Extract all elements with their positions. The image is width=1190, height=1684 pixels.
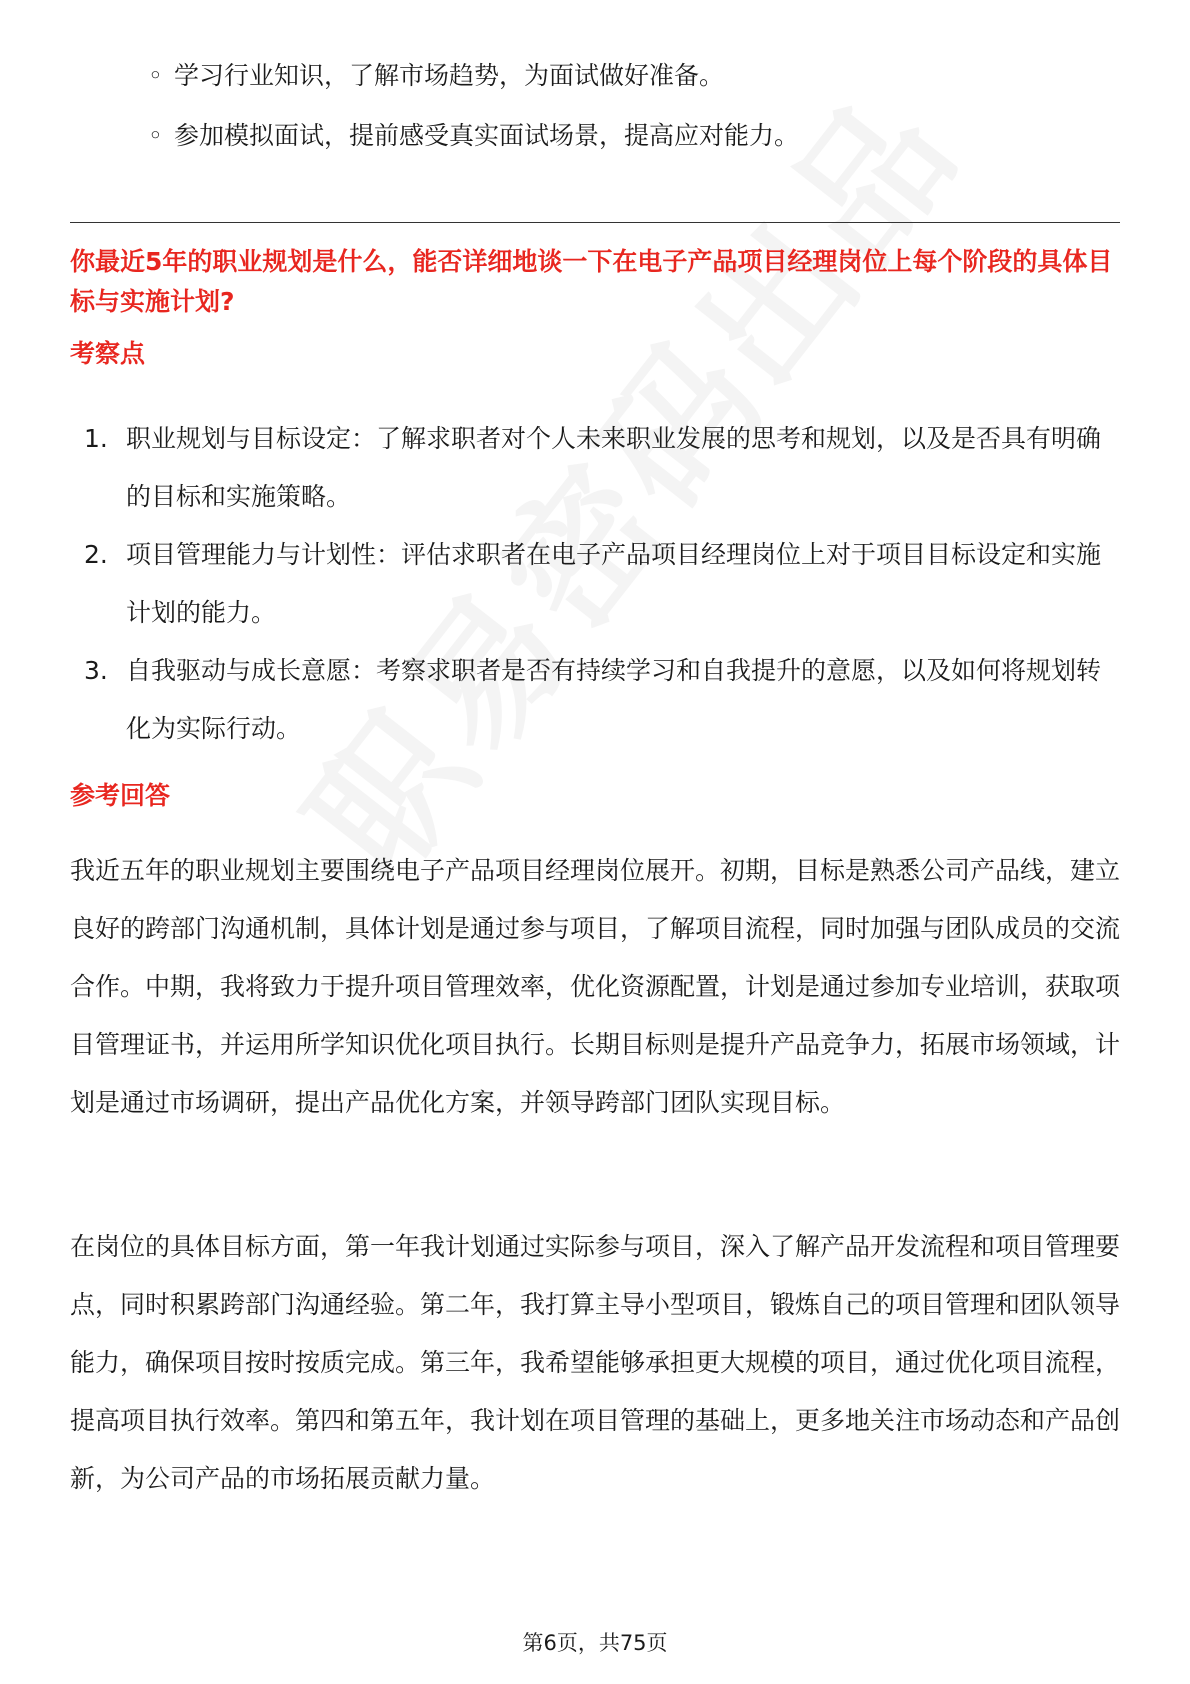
point-number: 1. (84, 424, 108, 453)
point-text: 自我驱动与成长意愿：考察求职者是否有持续学习和自我提升的意愿，以及如何将规划转化为实际行动。 (126, 656, 1102, 743)
list-item (84, 642, 1120, 758)
point-text: 职业规划与目标设定：了解求职者对个人未来职业发展的思考和规划，以及是否具有明确的目标和实施策略。 (126, 424, 1102, 511)
bullet-text: 学习行业知识，了解市场趋势，为面试做好准备。 (174, 61, 725, 90)
bullet-marker: ◦ (148, 61, 163, 90)
answer-paragraph: 在岗位的具体目标方面，第一年我计划通过实际参与项目，深入了解产品开发流程和项目管理要点，同时积累跨部门沟通经验。第二年，我打算主导小型项目，锻炼自己的项目管理和团队领导能力，确保项目按时按质完成。第三年，我希望能够承担更大规模的项目，通过优化项目流程，提高项目执行效率。第四和第五年，我计划在项目管理的基础上，更多地关注市场动态和产品创新，为公司产品的市场拓展贡献力量。 (70, 1232, 1121, 1493)
point-number: 2. (84, 540, 108, 569)
bullet-text: 参加模拟面试，提前感受真实面试场景，提高应对能力。 (174, 121, 800, 150)
answer-paragraph: 我近五年的职业规划主要围绕电子产品项目经理岗位展开。初期，目标是熟悉公司产品线，建立良好的跨部门沟通机制，具体计划是通过参与项目，了解项目流程，同时加强与团队成员的交流合作。中期，我将致力于提升项目管理效率，优化资源配置，计划是通过参加专业培训，获取项目管理证书，并运用所学知识优化项目执行。长期目标则是提升产品竞争力，拓展市场领域，计划是通过市场调研，提出产品优化方案，并领导跨部门团队实现目标。 (70, 856, 1121, 1117)
list-item (84, 526, 1120, 642)
page-number: 第6页，共75页 (522, 1631, 668, 1655)
list-item (148, 116, 1108, 156)
assessment-points (84, 410, 1120, 758)
list-item (84, 410, 1120, 526)
points-title: 考察点 (70, 339, 146, 368)
section-divider (70, 222, 1120, 223)
question-heading: 你最近5年的职业规划是什么，能否详细地谈一下在电子产品项目经理岗位上每个阶段的具体目标与实施计划? (70, 247, 1113, 316)
list-item (148, 56, 1108, 96)
point-text: 项目管理能力与计划性：评估求职者在电子产品项目经理岗位上对于项目目标设定和实施计划的能力。 (126, 540, 1102, 627)
bullet-marker: ◦ (148, 121, 163, 150)
answer-title: 参考回答 (70, 781, 171, 810)
point-number: 3. (84, 656, 108, 685)
bullet-list (148, 56, 1108, 176)
